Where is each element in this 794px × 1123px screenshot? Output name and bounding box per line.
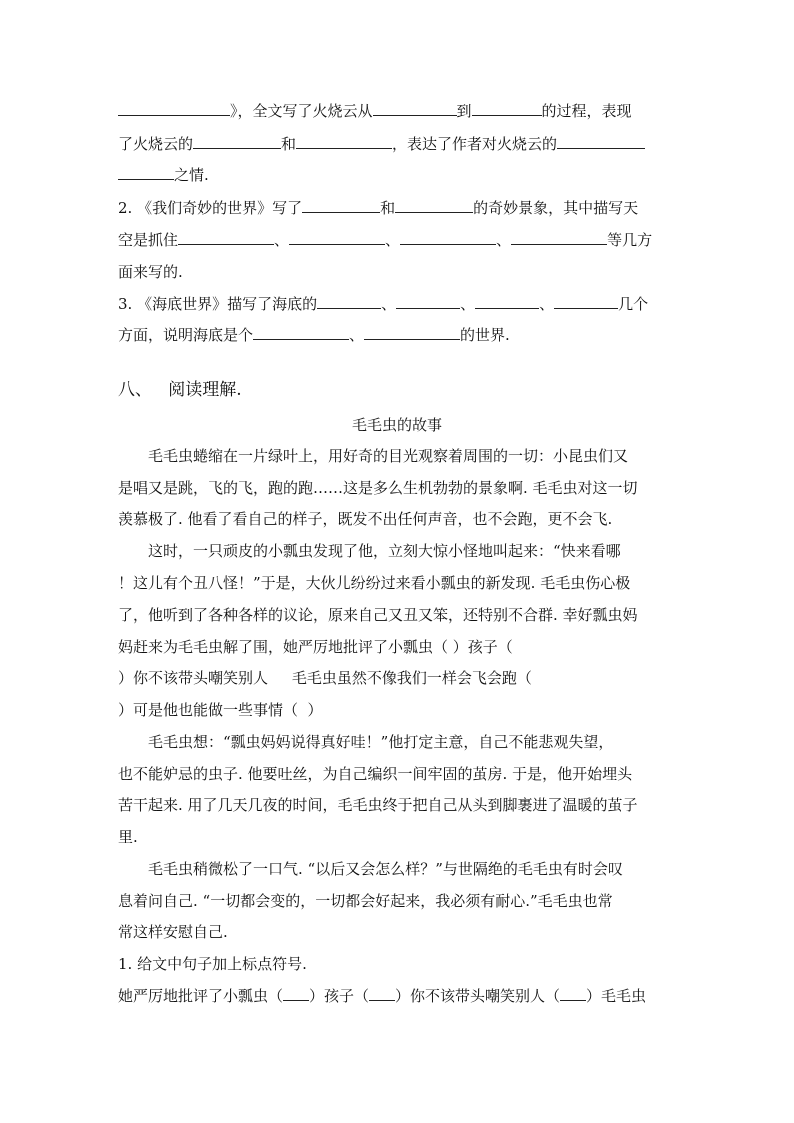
story-title: 毛毛虫的故事	[351, 416, 442, 434]
blank[interactable]	[283, 986, 309, 1001]
section-heading: 八、 阅读理解.	[118, 380, 242, 400]
story-line: 常这样安慰自己.	[118, 923, 228, 941]
blank[interactable]	[396, 294, 460, 309]
story-line: ！这儿有个丑八怪！”于是，大伙儿纷纷过来看小瓢虫的新发现. 毛毛虫伤心极	[118, 574, 631, 592]
story-line: 毛毛虫想：“瓢虫妈妈说得真好哇！”他打定主意，自己不能悲观失望，	[148, 733, 614, 751]
story-line: 了，他听到了各种各样的议论，原来自己又丑又笨，还特别不合群. 幸好瓢虫妈	[118, 606, 638, 624]
blank[interactable]	[400, 230, 496, 245]
blank[interactable]	[317, 294, 381, 309]
story-line: 毛毛虫稍微松了一口气. “以后又会怎么样？”与世隔绝的毛毛虫有时会叹	[148, 860, 623, 878]
story-line: 里.	[118, 828, 138, 846]
question-1: 1. 给文中句子加上标点符号.	[118, 955, 307, 973]
blank[interactable]	[373, 101, 457, 116]
story-line: 毛毛虫蜷缩在一片绿叶上，用好奇的目光观察着周围的一切：小昆虫们又	[148, 447, 629, 465]
blank[interactable]	[475, 294, 539, 309]
blank[interactable]	[557, 134, 645, 149]
story-line: 羡慕极了. 他看了看自己的样子，既发不出任何声音，也不会跑，更不会飞.	[118, 510, 613, 528]
story-line: 苦干起来. 用了几天几夜的时间，毛毛虫终于把自己从头到脚裹进了温暖的茧子	[118, 796, 638, 814]
blank[interactable]	[178, 230, 274, 245]
fill-line-8: 方面，说明海底是个 、 的世界.	[118, 326, 510, 344]
blank[interactable]	[369, 986, 395, 1001]
fill-line-2: 了火烧云的 和 ，表达了作者对火烧云的	[118, 134, 645, 154]
question-1-sentence: 她严厉地批评了小瓢虫（ ）孩子（ ）你不该带头嘲笑别人（ ）毛毛虫	[118, 987, 647, 1005]
blank[interactable]	[118, 101, 230, 116]
blank[interactable]	[395, 198, 473, 213]
story-line: 是唱又是跳，飞的飞，跑的跑……这是多么生机勃勃的景象啊. 毛毛虫对这一切	[118, 479, 638, 497]
blank[interactable]	[554, 294, 618, 309]
blank[interactable]	[118, 165, 174, 180]
blank[interactable]	[289, 230, 385, 245]
story-line: 息着问自己. “一切都会变的，一切都会好起来，我必须有耐心.”毛毛虫也常	[118, 892, 613, 910]
story-line: 也不能妒忌的虫子. 他要吐丝，为自己编织一间牢固的茧房. 于是，他开始埋头	[118, 765, 633, 783]
blank[interactable]	[560, 986, 586, 1001]
fill-line-4: 2. 《我们奇妙的世界》写了 和 的奇妙景象，其中描写天	[118, 199, 639, 217]
blank[interactable]	[193, 134, 281, 149]
story-line: ）你不该带头嘲笑别人 毛毛虫虽然不像我们一样会飞会跑（	[118, 669, 532, 687]
fill-line-3: 之情.	[118, 165, 209, 185]
fill-line-6: 面来写的.	[118, 263, 183, 281]
fill-line-7: 3. 《海底世界》描写了海底的 、 、 、 几个	[118, 295, 649, 313]
blank[interactable]	[364, 325, 460, 340]
blank[interactable]	[472, 101, 542, 116]
blank[interactable]	[296, 134, 392, 149]
story-line: 妈赶来为毛毛虫解了围，她严厉地批评了小瓢虫（ ）孩子（	[118, 638, 513, 656]
blank[interactable]	[302, 198, 380, 213]
blank[interactable]	[253, 325, 349, 340]
fill-line-1: 》，全文写了火烧云从 到 的过程，表现	[118, 101, 632, 121]
story-line: 这时，一只顽皮的小瓢虫发现了他，立刻大惊小怪地叫起来：“快来看哪	[148, 542, 621, 560]
blank[interactable]	[511, 230, 607, 245]
story-line: ）可是他也能做一些事情（ ）	[118, 701, 323, 719]
fill-line-5: 空是抓住 、 、 、 等几方	[118, 231, 653, 249]
